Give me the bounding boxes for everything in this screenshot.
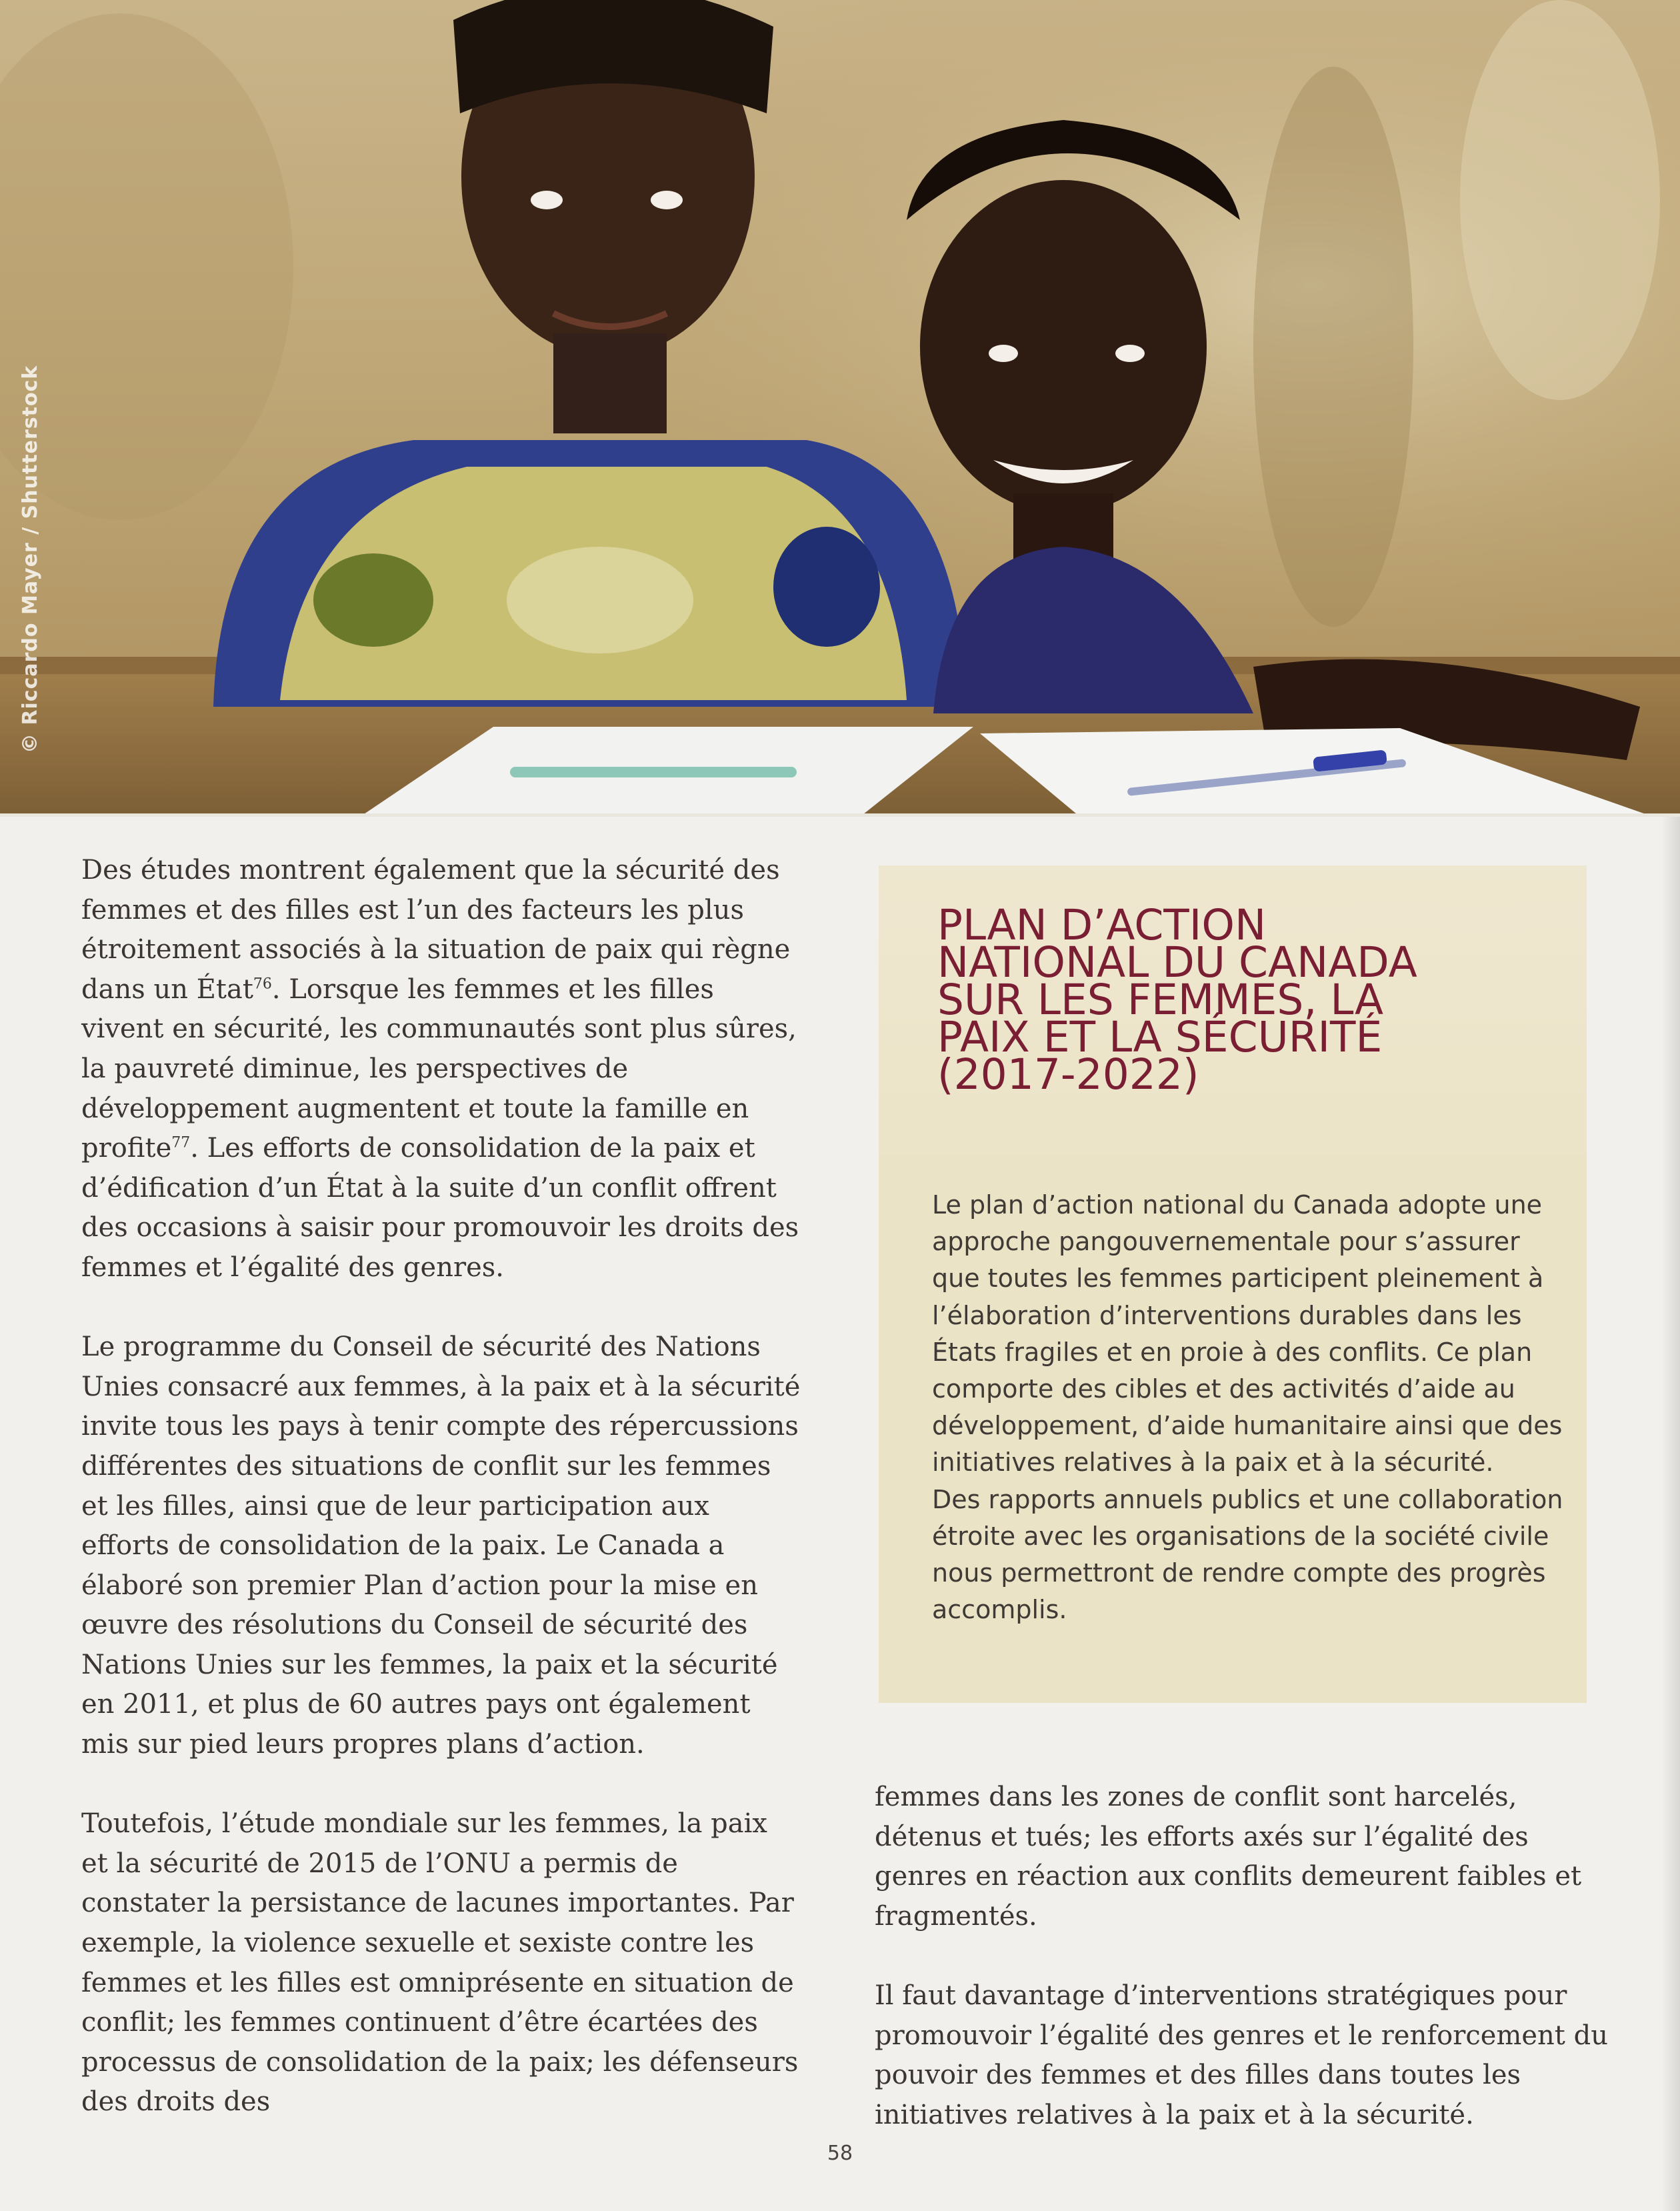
sidebar-body [932,1187,1572,1628]
hero-photo [0,0,1680,817]
right-paragraph-2: Il faut davantage d’interventions stratégiques pour promouvoir l’égalité des genres et le renforcement du pouvoir des femmes et des filles dans toutes les initiatives relatives à la paix et à la sécurité. [875,1980,1608,2130]
sidebar-paragraph-2: Des rapports annuels publics et une collaboration étroite avec les organisations de la société civile nous permettront de rendre compte des progrès accomplis. [932,1484,1563,1625]
page-number: 58 [827,2142,853,2165]
sidebar-paragraph-1: Le plan d’action national du Canada adopte une approche pangouvernementale pour s’assurer que toutes les femmes participent pleinement à l’élaboration d’interventions durables dans les États fragiles et en proie à des conflits. Ce plan comporte des cibles et des activités d’aide au développement, d’aide humanitaire ainsi que des initiatives relatives à la paix et à la sécurité. [932,1190,1563,1478]
sidebar-title-line: (2017-2022) [937,1050,1199,1099]
footnote-ref-76[interactable]: 76 [253,975,272,993]
sidebar-box [879,865,1587,1703]
photo-illustration [0,0,1680,817]
right-column [875,1778,1608,2175]
paragraph-3: Toutefois, l’étude mondiale sur les femmes, la paix et la sécurité de 2015 de l’ONU a permis de constater la persistance de lacunes importantes. Par exemple, la violence sexuelle et sexiste contre les femmes et les filles est omniprésente en situation de conflit; les femmes continuent d’être écartées des processus de consolidation de la paix; les défenseurs des droits des [81,1808,799,2118]
sidebar-title-line: PLAN D’ACTION [937,901,1267,949]
paragraph-2: Le programme du Conseil de sécurité des Nations Unies consacré aux femmes, à la paix et à la sécurité invite tous les pays à tenir compte des répercussions différentes des situations de conflit sur les femmes et les filles, ainsi que de leur participation aux efforts de consolidation de la paix. Le Canada a élaboré son premier Plan d’action pour la mise en œuvre des résolutions du Conseil de sécurité des Nations Unies sur les femmes, la paix et la sécurité en 2011, et plus de 60 autres pays ont également mis sur pied leurs propres plans d’action. [81,1332,801,1760]
sidebar-title [937,901,1564,1099]
sidebar-title-line: NATIONAL DU CANADA [937,938,1417,987]
paragraph-1-text-b: . Lorsque les femmes et les filles vivent en sécurité, les communautés sont plus sûres, la pauvreté diminue, les perspectives de développement augmentent et toute la famille en profite [81,973,797,1164]
footnote-ref-77[interactable]: 77 [171,1134,191,1152]
sidebar-title-line: SUR LES FEMMES, LA [937,975,1384,1024]
right-paragraph-1: femmes dans les zones de conflit sont harcelés, détenus et tués; les efforts axés sur l’égalité des genres en réaction aux conflits demeurent faibles et fragmentés. [875,1782,1582,1932]
paragraph-1 [81,851,801,1288]
left-column [81,851,801,2162]
paragraph-1-text-a: Des études montrent également que la sécurité des femmes et des filles est l’un des facteurs les plus étroitement associés à la situation de paix qui règne dans un État [81,855,791,1005]
page-edge-shadow [1661,817,1680,2211]
sidebar-header [879,865,1587,1155]
sidebar-title-line: PAIX ET LA SÉCURITÉ [937,1013,1383,1061]
photo-credit: © Riccardo Mayer / Shutterstock [19,365,42,753]
paragraph-1-text-c: . Les efforts de consolidation de la paix et d’édification d’un État à la suite d’un conflit offrent des occasions à saisir pour promouvoir les droits des femmes et l’égalité des genres. [81,1133,799,1283]
